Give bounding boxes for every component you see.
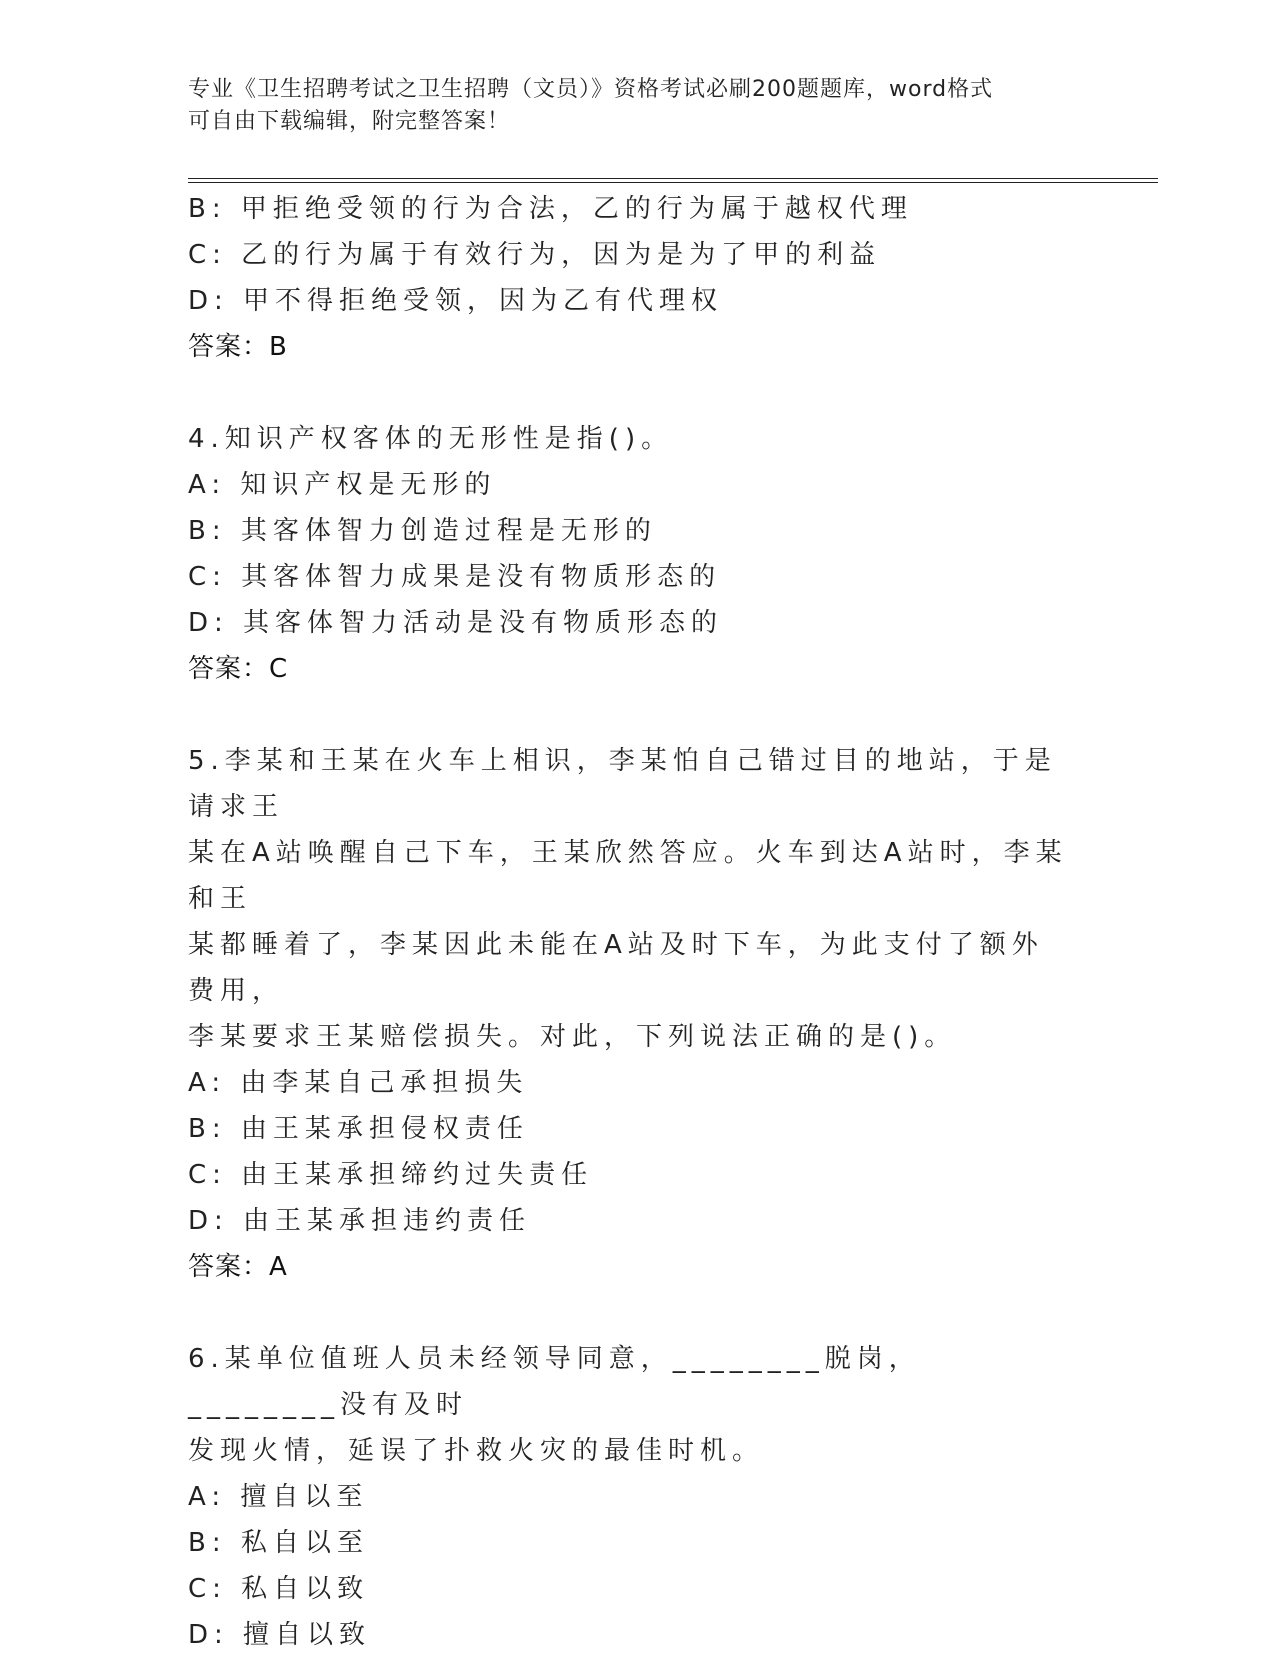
option-c: C: 乙的行为属于有效行为，因为是为了甲的利益: [188, 240, 882, 270]
question-6: [188, 1336, 1068, 1658]
option-b: B: 其客体智力创造过程是无形的: [188, 516, 657, 546]
spacer: [188, 370, 1068, 416]
question-stem: 4.知识产权客体的无形性是指()。: [188, 424, 674, 454]
spacer: [188, 692, 1068, 738]
option-b: B: 由王某承担侵权责任: [188, 1114, 529, 1144]
question-stem-line: 6.某单位值班人员未经领导同意，________脱岗，________没有及时: [188, 1344, 921, 1420]
question-stem-line: 李某要求王某赔偿损失。对此，下列说法正确的是()。: [188, 1022, 957, 1052]
question-5: [188, 738, 1068, 1290]
option-c: C: 私自以致: [188, 1574, 370, 1604]
option-b: B: 私自以至: [188, 1528, 369, 1558]
option-b: B: 甲拒绝受领的行为合法，乙的行为属于越权代理: [188, 194, 913, 224]
document-header: [188, 74, 1068, 138]
question-3: [188, 186, 1068, 370]
answer: 答案：A: [188, 1252, 288, 1282]
option-d: D: 擅自以致: [188, 1620, 372, 1650]
question-list: [188, 186, 1068, 1658]
header-line-1: 专业《卫生招聘考试之卫生招聘（文员）》资格考试必刷200题题库，word格式: [188, 77, 994, 102]
option-c: C: 由王某承担缔约过失责任: [188, 1160, 594, 1190]
answer: 答案：C: [188, 654, 289, 684]
header-line-2: 可自由下载编辑，附完整答案！: [188, 109, 511, 134]
spacer: [188, 1290, 1068, 1336]
option-c: C: 其客体智力成果是没有物质形态的: [188, 562, 722, 592]
header-divider: [188, 178, 1158, 183]
option-a: A: 知识产权是无形的: [188, 470, 497, 500]
option-a: A: 由李某自己承担损失: [188, 1068, 529, 1098]
question-stem-line: 某都睡着了，李某因此未能在A站及时下车，为此支付了额外费用，: [188, 930, 1044, 1006]
question-stem-line: 5.李某和王某在火车上相识，李某怕自己错过目的地站，于是请求王: [188, 746, 1057, 822]
option-a: A: 擅自以至: [188, 1482, 369, 1512]
question-stem-line: 某在A站唤醒自己下车，王某欣然答应。火车到达A站时，李某和王: [188, 838, 1068, 914]
option-d: D: 甲不得拒绝受领，因为乙有代理权: [188, 286, 724, 316]
question-stem-line: 发现火情，延误了扑救火灾的最佳时机。: [188, 1436, 765, 1466]
question-4: [188, 416, 1068, 692]
answer: 答案：B: [188, 332, 288, 362]
option-d: D: 由王某承担违约责任: [188, 1206, 532, 1236]
option-d: D: 其客体智力活动是没有物质形态的: [188, 608, 724, 638]
